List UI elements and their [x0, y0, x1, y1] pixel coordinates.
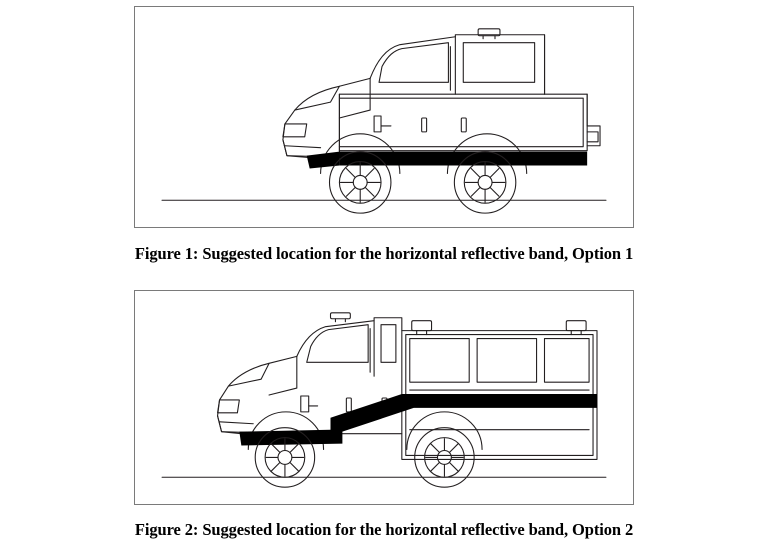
figure-2-frame [134, 290, 634, 505]
compartment-door-3 [544, 339, 589, 383]
hood-crease [228, 363, 269, 386]
rear-quarter-window [381, 325, 396, 363]
figure-2-block [0, 290, 768, 540]
reflective-band-bed [339, 152, 587, 166]
front-bumper [283, 140, 321, 157]
figure-1-caption: Figure 1: Suggested location for the horizontal reflective band, Option 1 [134, 244, 634, 263]
front-door-window [379, 43, 448, 83]
bumper-line [220, 422, 254, 424]
compartment-door-2 [477, 339, 536, 383]
figure-1-frame [134, 6, 634, 228]
reflective-band-stepped [239, 394, 597, 446]
body-light-left-mounts [417, 331, 427, 335]
front-wheel-spokes [340, 163, 380, 203]
rear-door-window [463, 43, 534, 83]
tail-light [587, 132, 598, 142]
figure-2-caption: Figure 2: Suggested location for the horizontal reflective band, Option 2 [134, 520, 634, 539]
front-bumper [218, 416, 254, 433]
cab-roofline [370, 35, 544, 94]
hood-front-fascia [283, 78, 370, 157]
body-warning-light-left [412, 321, 432, 331]
bumper-line [285, 146, 321, 148]
utility-body-truck-side-view-line-drawing [135, 291, 633, 504]
compartment-door-1 [410, 339, 469, 383]
cab-roofline [297, 318, 402, 357]
front-wheel-spokes [266, 439, 304, 477]
rear-door-handle [461, 118, 466, 132]
pickup-truck-side-view-line-drawing [135, 7, 633, 227]
rear-tire-outer [415, 428, 474, 487]
cab-light-bar [331, 313, 351, 319]
rear-wheel-spokes [465, 163, 505, 203]
front-door-handle [422, 118, 427, 132]
front-door-window [307, 325, 368, 363]
headlight [283, 124, 307, 137]
body-warning-light-right [566, 321, 586, 331]
side-mirror [374, 116, 381, 132]
side-mirror [301, 396, 309, 412]
hood-crease [295, 86, 340, 110]
front-door-handle [346, 398, 351, 412]
body-light-right-mounts [571, 331, 581, 335]
figure-1-block [0, 6, 768, 264]
headlight [218, 400, 240, 413]
rear-wheel-spokes [426, 439, 464, 477]
